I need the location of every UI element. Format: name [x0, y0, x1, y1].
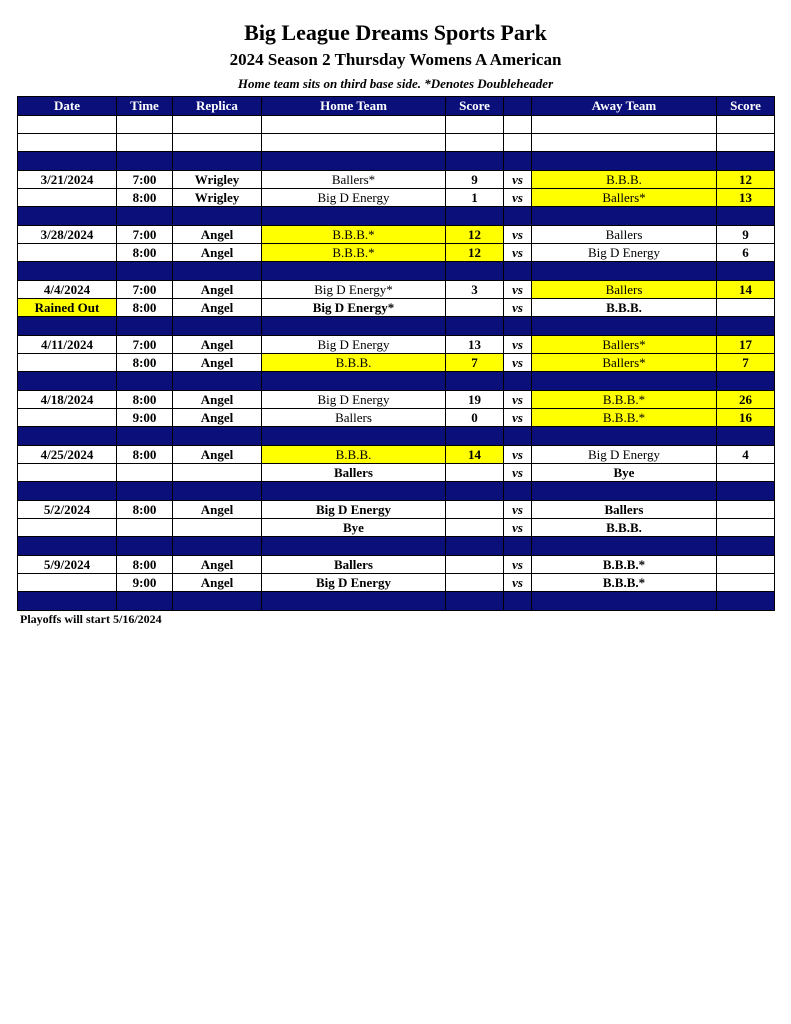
- home-score-cell: [446, 556, 504, 574]
- home-score-cell: [446, 574, 504, 592]
- home-score-cell: 19: [446, 391, 504, 409]
- vs-cell: vs: [504, 446, 532, 464]
- home-team-cell: Big D Energy: [262, 391, 446, 409]
- home-team-cell: Big D Energy*: [262, 299, 446, 317]
- replica-cell: Wrigley: [173, 189, 262, 207]
- time-cell: 8:00: [117, 189, 173, 207]
- vs-cell: vs: [504, 556, 532, 574]
- home-score-cell: [446, 299, 504, 317]
- empty-cell: [18, 317, 117, 336]
- home-score-cell: 7: [446, 354, 504, 372]
- home-team-cell: Big D Energy: [262, 189, 446, 207]
- replica-cell: Angel: [173, 336, 262, 354]
- empty-cell: [504, 427, 532, 446]
- empty-cell: [446, 207, 504, 226]
- separator-row: [18, 207, 775, 226]
- away-score-cell: [717, 519, 775, 537]
- date-cell: Rained Out: [18, 299, 117, 317]
- date-cell: [18, 244, 117, 262]
- home-score-cell: 12: [446, 226, 504, 244]
- empty-cell: [18, 482, 117, 501]
- home-score-cell: 1: [446, 189, 504, 207]
- empty-cell: [532, 134, 717, 152]
- empty-cell: [117, 134, 173, 152]
- vs-cell: vs: [504, 391, 532, 409]
- home-team-cell: Big D Energy: [262, 501, 446, 519]
- vs-cell: vs: [504, 519, 532, 537]
- empty-cell: [117, 262, 173, 281]
- time-cell: 8:00: [117, 501, 173, 519]
- empty-cell: [532, 427, 717, 446]
- vs-cell: vs: [504, 501, 532, 519]
- blank-row: [18, 116, 775, 134]
- time-cell: 8:00: [117, 299, 173, 317]
- away-score-cell: 9: [717, 226, 775, 244]
- empty-cell: [446, 372, 504, 391]
- table-row: [18, 409, 775, 427]
- empty-cell: [117, 116, 173, 134]
- home-team-cell: Ballers: [262, 556, 446, 574]
- date-cell: [18, 574, 117, 592]
- empty-cell: [717, 317, 775, 336]
- vs-cell: vs: [504, 354, 532, 372]
- empty-cell: [18, 207, 117, 226]
- empty-cell: [504, 134, 532, 152]
- time-cell: [117, 519, 173, 537]
- col-header-vs: [504, 97, 532, 116]
- time-cell: 7:00: [117, 336, 173, 354]
- empty-cell: [18, 537, 117, 556]
- empty-cell: [173, 116, 262, 134]
- home-team-cell: B.B.B.: [262, 446, 446, 464]
- table-row: [18, 464, 775, 482]
- home-score-cell: [446, 501, 504, 519]
- away-team-cell: Ballers*: [532, 354, 717, 372]
- time-cell: 9:00: [117, 574, 173, 592]
- date-cell: [18, 354, 117, 372]
- empty-cell: [117, 592, 173, 611]
- empty-cell: [117, 537, 173, 556]
- home-score-cell: 14: [446, 446, 504, 464]
- empty-cell: [117, 207, 173, 226]
- time-cell: 7:00: [117, 281, 173, 299]
- away-team-cell: B.B.B.*: [532, 391, 717, 409]
- away-score-cell: [717, 556, 775, 574]
- away-team-cell: Ballers*: [532, 336, 717, 354]
- home-team-cell: B.B.B.*: [262, 244, 446, 262]
- away-score-cell: 26: [717, 391, 775, 409]
- home-team-cell: Big D Energy: [262, 574, 446, 592]
- table-row: [18, 189, 775, 207]
- empty-cell: [446, 317, 504, 336]
- empty-cell: [18, 372, 117, 391]
- empty-cell: [504, 537, 532, 556]
- empty-cell: [717, 116, 775, 134]
- empty-cell: [532, 317, 717, 336]
- empty-cell: [18, 262, 117, 281]
- empty-cell: [18, 134, 117, 152]
- vs-cell: vs: [504, 171, 532, 189]
- time-cell: 7:00: [117, 171, 173, 189]
- empty-cell: [504, 317, 532, 336]
- page-subtitle: 2024 Season 2 Thursday Womens A American: [229, 50, 562, 69]
- replica-cell: Angel: [173, 501, 262, 519]
- home-score-cell: 12: [446, 244, 504, 262]
- away-score-cell: [717, 299, 775, 317]
- date-cell: 4/4/2024: [18, 281, 117, 299]
- replica-cell: Angel: [173, 409, 262, 427]
- footer-note: Playoffs will start 5/16/2024: [20, 612, 162, 626]
- home-score-cell: 9: [446, 171, 504, 189]
- empty-cell: [18, 116, 117, 134]
- vs-cell: vs: [504, 189, 532, 207]
- separator-row: [18, 427, 775, 446]
- date-cell: 4/25/2024: [18, 446, 117, 464]
- empty-cell: [504, 116, 532, 134]
- empty-cell: [173, 152, 262, 171]
- away-team-cell: Big D Energy: [532, 244, 717, 262]
- time-cell: 8:00: [117, 446, 173, 464]
- table-row: [18, 299, 775, 317]
- empty-cell: [717, 207, 775, 226]
- empty-cell: [262, 317, 446, 336]
- replica-cell: Angel: [173, 556, 262, 574]
- empty-cell: [504, 207, 532, 226]
- empty-cell: [262, 537, 446, 556]
- blank-row: [18, 134, 775, 152]
- date-cell: [18, 519, 117, 537]
- home-team-cell: Big D Energy*: [262, 281, 446, 299]
- empty-cell: [532, 537, 717, 556]
- empty-cell: [262, 134, 446, 152]
- date-cell: [18, 409, 117, 427]
- away-score-cell: [717, 501, 775, 519]
- empty-cell: [173, 372, 262, 391]
- empty-cell: [532, 592, 717, 611]
- time-cell: 8:00: [117, 391, 173, 409]
- col-header-home-team: Home Team: [262, 97, 446, 116]
- vs-cell: vs: [504, 244, 532, 262]
- empty-cell: [262, 372, 446, 391]
- empty-cell: [173, 537, 262, 556]
- table-row: [18, 171, 775, 189]
- home-team-cell: Ballers: [262, 464, 446, 482]
- empty-cell: [532, 207, 717, 226]
- replica-cell: Wrigley: [173, 171, 262, 189]
- empty-cell: [117, 372, 173, 391]
- replica-cell: Angel: [173, 299, 262, 317]
- replica-cell: Angel: [173, 281, 262, 299]
- away-team-cell: Bye: [532, 464, 717, 482]
- vs-cell: vs: [504, 226, 532, 244]
- table-row: [18, 226, 775, 244]
- home-score-cell: 0: [446, 409, 504, 427]
- away-team-cell: B.B.B.: [532, 171, 717, 189]
- empty-cell: [173, 207, 262, 226]
- empty-cell: [532, 482, 717, 501]
- home-score-cell: 3: [446, 281, 504, 299]
- away-team-cell: B.B.B.*: [532, 409, 717, 427]
- separator-row: [18, 262, 775, 281]
- empty-cell: [262, 482, 446, 501]
- empty-cell: [173, 592, 262, 611]
- empty-cell: [717, 482, 775, 501]
- empty-cell: [18, 427, 117, 446]
- schedule-table: [17, 96, 775, 611]
- empty-cell: [717, 427, 775, 446]
- home-score-cell: [446, 464, 504, 482]
- table-row: [18, 354, 775, 372]
- away-score-cell: 17: [717, 336, 775, 354]
- date-cell: 5/2/2024: [18, 501, 117, 519]
- empty-cell: [446, 116, 504, 134]
- replica-cell: Angel: [173, 446, 262, 464]
- empty-cell: [504, 482, 532, 501]
- date-cell: [18, 464, 117, 482]
- table-row: [18, 281, 775, 299]
- table-row: [18, 574, 775, 592]
- home-team-cell: B.B.B.*: [262, 226, 446, 244]
- empty-cell: [504, 152, 532, 171]
- home-team-cell: Bye: [262, 519, 446, 537]
- empty-cell: [173, 262, 262, 281]
- empty-cell: [504, 592, 532, 611]
- date-cell: 3/21/2024: [18, 171, 117, 189]
- time-cell: [117, 464, 173, 482]
- page-title: Big League Dreams Sports Park: [244, 20, 547, 45]
- away-team-cell: Ballers: [532, 281, 717, 299]
- home-score-cell: [446, 519, 504, 537]
- time-cell: 7:00: [117, 226, 173, 244]
- table-row: [18, 501, 775, 519]
- table-row: [18, 391, 775, 409]
- away-team-cell: Ballers: [532, 501, 717, 519]
- separator-row: [18, 482, 775, 501]
- col-header-home-score: Score: [446, 97, 504, 116]
- away-score-cell: 6: [717, 244, 775, 262]
- vs-cell: vs: [504, 409, 532, 427]
- table-row: [18, 446, 775, 464]
- empty-cell: [717, 372, 775, 391]
- time-cell: 8:00: [117, 556, 173, 574]
- empty-cell: [262, 207, 446, 226]
- separator-row: [18, 592, 775, 611]
- empty-cell: [262, 262, 446, 281]
- away-team-cell: Ballers*: [532, 189, 717, 207]
- vs-cell: vs: [504, 574, 532, 592]
- empty-cell: [18, 592, 117, 611]
- empty-cell: [717, 134, 775, 152]
- away-team-cell: B.B.B.*: [532, 574, 717, 592]
- empty-cell: [173, 317, 262, 336]
- date-cell: 5/9/2024: [18, 556, 117, 574]
- separator-row: [18, 372, 775, 391]
- away-score-cell: [717, 574, 775, 592]
- home-team-cell: Ballers: [262, 409, 446, 427]
- replica-cell: [173, 519, 262, 537]
- time-cell: 8:00: [117, 354, 173, 372]
- replica-cell: Angel: [173, 226, 262, 244]
- away-score-cell: [717, 464, 775, 482]
- home-team-cell: B.B.B.: [262, 354, 446, 372]
- empty-cell: [446, 537, 504, 556]
- empty-cell: [262, 427, 446, 446]
- away-team-cell: B.B.B.*: [532, 556, 717, 574]
- empty-cell: [532, 262, 717, 281]
- empty-cell: [173, 482, 262, 501]
- empty-cell: [446, 592, 504, 611]
- vs-cell: vs: [504, 336, 532, 354]
- empty-cell: [446, 262, 504, 281]
- away-team-cell: Ballers: [532, 226, 717, 244]
- empty-cell: [717, 262, 775, 281]
- empty-cell: [446, 134, 504, 152]
- table-row: [18, 336, 775, 354]
- empty-cell: [173, 427, 262, 446]
- date-cell: 4/11/2024: [18, 336, 117, 354]
- replica-cell: Angel: [173, 354, 262, 372]
- vs-cell: vs: [504, 464, 532, 482]
- replica-cell: Angel: [173, 574, 262, 592]
- date-cell: 4/18/2024: [18, 391, 117, 409]
- replica-cell: Angel: [173, 391, 262, 409]
- away-team-cell: B.B.B.: [532, 519, 717, 537]
- empty-cell: [262, 592, 446, 611]
- empty-cell: [262, 116, 446, 134]
- page-note: Home team sits on third base side. *Denotes Doubleheader: [237, 76, 554, 91]
- table-row: [18, 556, 775, 574]
- empty-cell: [532, 152, 717, 171]
- empty-cell: [262, 152, 446, 171]
- empty-cell: [446, 152, 504, 171]
- away-score-cell: 16: [717, 409, 775, 427]
- empty-cell: [504, 372, 532, 391]
- empty-cell: [717, 152, 775, 171]
- home-team-cell: Big D Energy: [262, 336, 446, 354]
- separator-row: [18, 317, 775, 336]
- empty-cell: [173, 134, 262, 152]
- empty-cell: [117, 427, 173, 446]
- replica-cell: [173, 464, 262, 482]
- replica-cell: Angel: [173, 244, 262, 262]
- table-row: [18, 519, 775, 537]
- away-score-cell: 14: [717, 281, 775, 299]
- col-header-away-score: Score: [717, 97, 775, 116]
- col-header-away-team: Away Team: [532, 97, 717, 116]
- empty-cell: [18, 152, 117, 171]
- time-cell: 8:00: [117, 244, 173, 262]
- empty-cell: [532, 116, 717, 134]
- table-header-row: [18, 97, 775, 116]
- home-score-cell: 13: [446, 336, 504, 354]
- away-score-cell: 13: [717, 189, 775, 207]
- vs-cell: vs: [504, 281, 532, 299]
- empty-cell: [117, 317, 173, 336]
- home-team-cell: Ballers*: [262, 171, 446, 189]
- separator-row: [18, 152, 775, 171]
- date-cell: [18, 189, 117, 207]
- empty-cell: [532, 372, 717, 391]
- empty-cell: [717, 592, 775, 611]
- empty-cell: [117, 152, 173, 171]
- empty-cell: [117, 482, 173, 501]
- separator-row: [18, 537, 775, 556]
- away-score-cell: 4: [717, 446, 775, 464]
- empty-cell: [717, 537, 775, 556]
- vs-cell: vs: [504, 299, 532, 317]
- empty-cell: [446, 482, 504, 501]
- away-team-cell: B.B.B.: [532, 299, 717, 317]
- table-row: [18, 244, 775, 262]
- away-score-cell: 12: [717, 171, 775, 189]
- col-header-replica: Replica: [173, 97, 262, 116]
- col-header-time: Time: [117, 97, 173, 116]
- empty-cell: [504, 262, 532, 281]
- away-score-cell: 7: [717, 354, 775, 372]
- col-header-date: Date: [18, 97, 117, 116]
- away-team-cell: Big D Energy: [532, 446, 717, 464]
- empty-cell: [446, 427, 504, 446]
- time-cell: 9:00: [117, 409, 173, 427]
- date-cell: 3/28/2024: [18, 226, 117, 244]
